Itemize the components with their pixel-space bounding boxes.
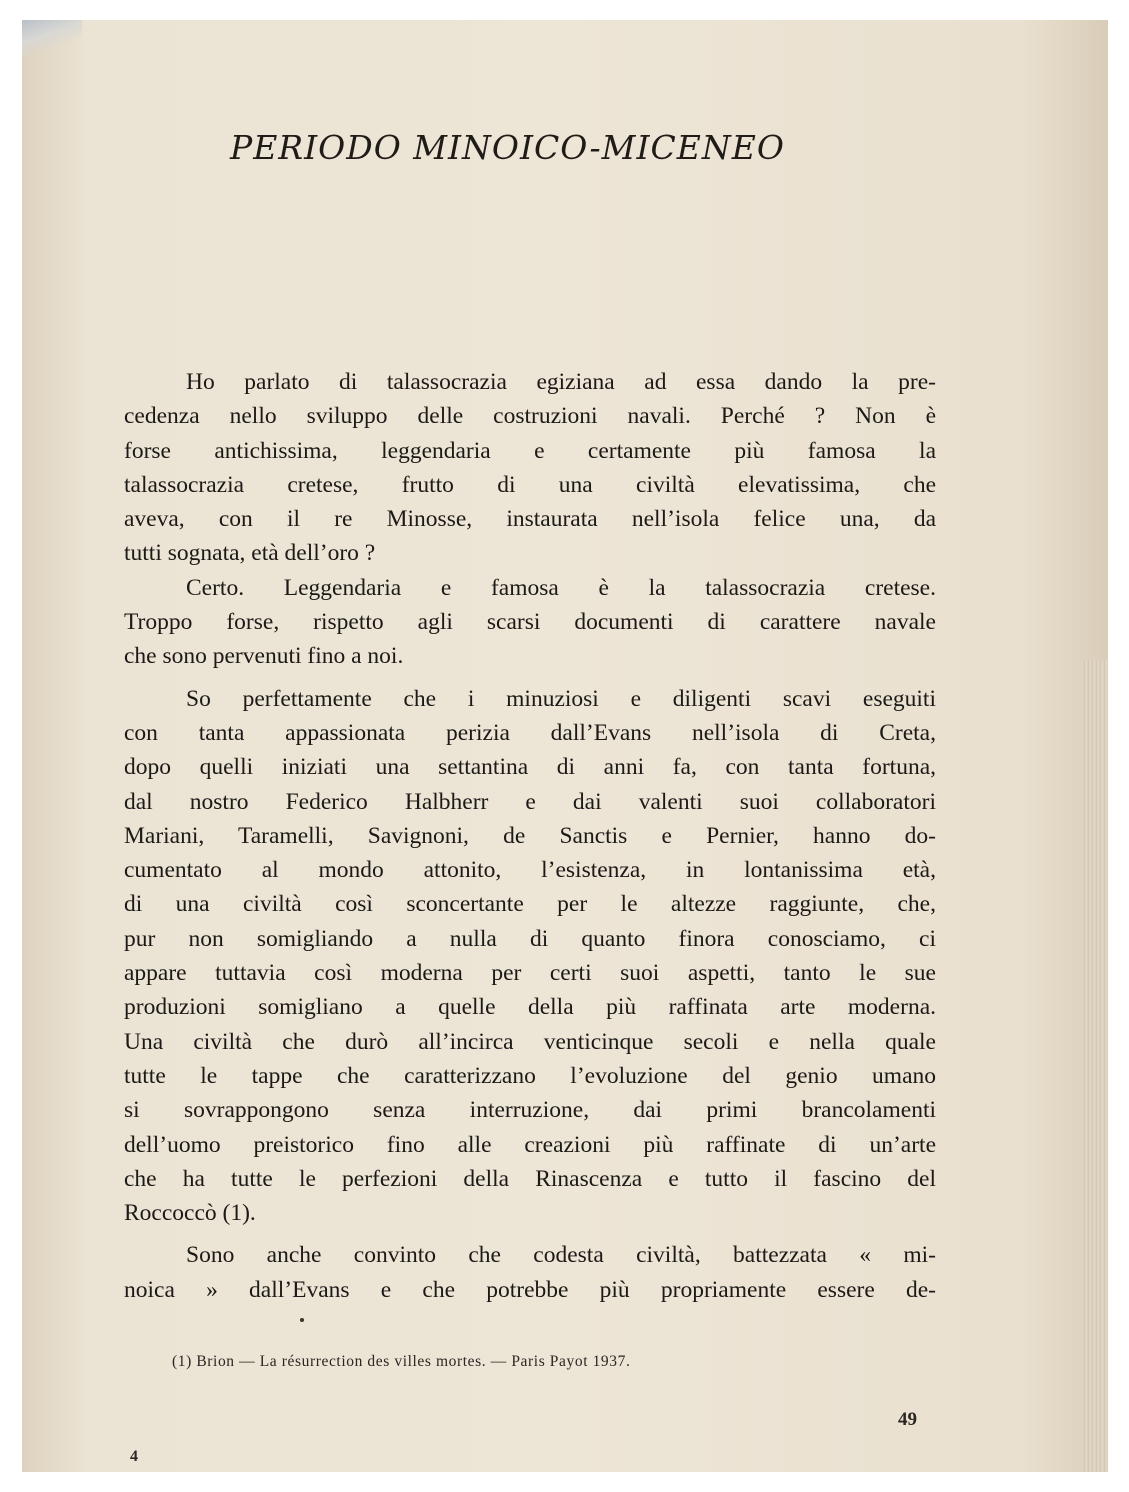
text-line: Una civiltà che durò all’incirca venticinque secoli e nella quale — [124, 1028, 936, 1055]
text-line: Troppo forse, rispetto agli scarsi documenti di carattere navale — [124, 609, 936, 636]
text-line: pur non somigliando a nulla di quanto finora conosciamo, ci — [124, 925, 936, 952]
text-line: cumentato al mondo attonito, l’esistenza, in lontanissima età, — [124, 857, 936, 884]
text-line: So perfettamente che i minuziosi e diligenti scavi eseguiti — [186, 685, 936, 712]
text-line: con tanta appassionata perizia dall’Evans nell’isola di Creta, — [124, 719, 936, 746]
book-page — [22, 20, 1108, 1472]
text-line: dopo quelli iniziati una settantina di anni fa, con tanta fortuna, — [124, 754, 936, 781]
paragraph-4 — [124, 1238, 936, 1307]
text-line: tutti sognata, età dell’oro ? — [124, 540, 376, 567]
text-line: tutte le tappe che caratterizzano l’evoluzione del genio umano — [124, 1062, 936, 1089]
page-number: 49 — [898, 1409, 917, 1430]
text-line: talassocrazia cretese, frutto di una civiltà elevatissima, che — [124, 471, 936, 498]
footnote: (1) Brion — La résurrection des villes mortes. — Paris Payot 1937. — [172, 1353, 631, 1370]
text-line: appare tuttavia così moderna per certi suoi aspetti, tanto le sue — [124, 960, 936, 987]
ink-speck — [300, 1318, 304, 1322]
text-line: di una civiltà così sconcertante per le altezze raggiunte, che, — [124, 891, 936, 918]
text-line: si sovrappongono senza interruzione, dai primi brancolamenti — [124, 1097, 936, 1124]
paragraph-2 — [124, 571, 936, 674]
paragraph-3 — [124, 682, 936, 1231]
text-line: dal nostro Federico Halbherr e dai valenti suoi collaboratori — [124, 788, 936, 815]
text-line: dell’uomo preistorico fino alle creazioni più raffinate di un’arte — [124, 1131, 936, 1158]
text-line: Sono anche convinto che codesta civiltà, battezzata « mi- — [186, 1242, 936, 1269]
text-line: aveva, con il re Minosse, instaurata nell’isola felice una, da — [124, 506, 936, 533]
text-line: Certo. Leggendaria e famosa è la talassocrazia cretese. — [186, 574, 936, 601]
text-line: Mariani, Taramelli, Savignoni, de Sanctis e Pernier, hanno do- — [124, 822, 936, 849]
text-line: che ha tutte le perfezioni della Rinascenza e tutto il fascino del — [124, 1165, 936, 1192]
text-line: produzioni somigliano a quelle della più raffinata arte moderna. — [124, 994, 936, 1021]
text-line: Roccoccò (1). — [124, 1200, 256, 1227]
page-stack-edge — [1084, 660, 1108, 1472]
signature-mark: 4 — [130, 1448, 138, 1465]
text-line: che sono pervenuti fino a noi. — [124, 643, 404, 670]
text-line: forse antichissima, leggendaria e certamente più famosa la — [124, 437, 936, 464]
text-line: cedenza nello sviluppo delle costruzioni navali. Perché ? Non è — [124, 403, 936, 430]
text-line: noica » dall’Evans e che potrebbe più propriamente essere de- — [124, 1276, 936, 1303]
body-text — [124, 365, 936, 1307]
paragraph-1 — [124, 365, 936, 571]
text-line: Ho parlato di talassocrazia egiziana ad essa dando la pre- — [186, 369, 936, 395]
chapter-title: PERIODO MINOICO-MICENEO — [230, 128, 785, 167]
page-corner-shadow — [22, 20, 82, 56]
